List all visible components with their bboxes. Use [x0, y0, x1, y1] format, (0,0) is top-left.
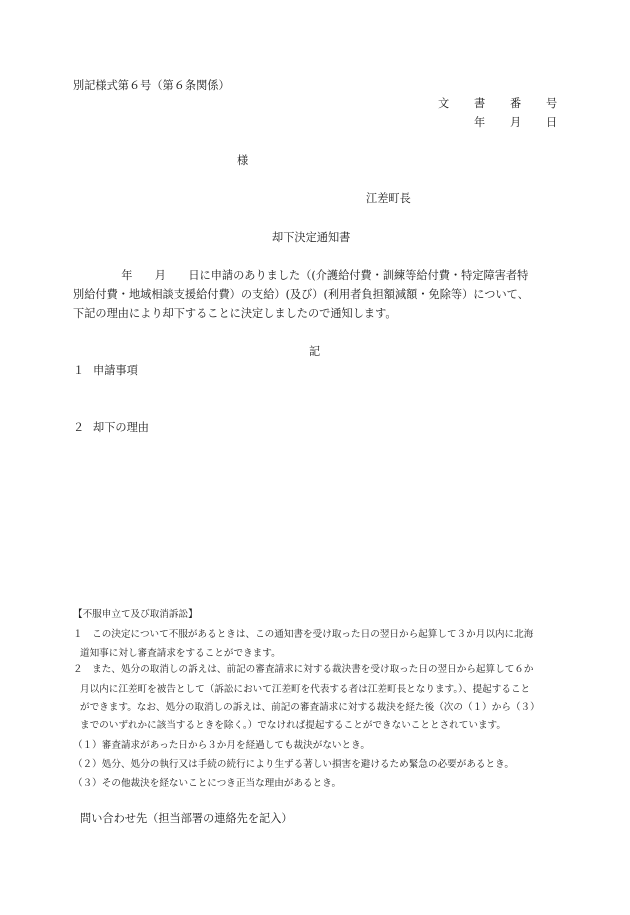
form-label: 別記様式第６号（第６条関係） — [73, 79, 230, 92]
appeal-exception-1: （１）審査請求があった日から３か月を経過しても裁決がないとき。 — [73, 740, 370, 751]
item-1-number: １ — [73, 364, 85, 377]
appeal-heading: 【不服申立て及び取消訴訟】 — [73, 609, 198, 620]
doc-number-char: 番 — [510, 97, 522, 110]
addressee-suffix: 様 — [237, 154, 249, 167]
doc-number-char: 書 — [474, 97, 486, 110]
appeal-p1-line1: １ この決定について不服があるときは、この通知書を受け取った日の翌日から起算して３か月以内に北海 — [73, 629, 534, 640]
document-title: 却下決定通知書 — [272, 231, 351, 244]
body-line-3: 下記の理由により却下することに決定しましたので通知します。 — [73, 307, 397, 320]
body-line-1: 年 月 日に申請のありました（(介護給付費・訓練等給付費・特定障害者特 — [110, 269, 529, 282]
appeal-p2-line1: ２ また、処分の取消しの訴えは、前記の審査請求に対する裁決書を受け取った日の翌日から起算して６か — [73, 664, 534, 675]
date-day: 日 — [546, 116, 558, 129]
item-1-label: 申請事項 — [93, 364, 138, 377]
appeal-p2-line2: 月以内に江差町を被告として（訴訟において江差町を代表する者は江差町長となります。）、提起すること — [80, 684, 531, 695]
body-line-2: 別給付費・地域相談支援給付費）の支給）(及び）(利用者負担額減額・免除等）について、 — [73, 288, 529, 301]
date-year: 年 — [474, 116, 486, 129]
appeal-exception-2: （２）処分、処分の執行又は手続の続行により生ずる著しい損害を避けるため緊急の必要があるとき。 — [73, 759, 514, 770]
appeal-p1-line2: 道知事に対し審査請求をすることができます。 — [80, 648, 281, 659]
ki-heading: 記 — [309, 345, 321, 358]
item-2-number: ２ — [73, 421, 85, 434]
doc-number — [438, 98, 557, 109]
date-line — [474, 117, 557, 128]
contact-line: 問い合わせ先（担当部署の連絡先を記入） — [80, 812, 293, 825]
item-2-label: 却下の理由 — [93, 421, 149, 434]
sender: 江差町長 — [366, 192, 411, 205]
item-1 — [73, 365, 138, 376]
appeal-p2-line3: ができます。なお、処分の取消しの訴えは、前記の審査請求に対する裁決を経た後（次の（１）から（３） — [80, 702, 540, 713]
doc-number-char: 号 — [546, 97, 558, 110]
appeal-p2-line4: までのいずれかに該当するときを除く。）でなければ提起することができないこととされています。 — [80, 720, 506, 731]
appeal-exception-3: （３）その他裁決を経ないことにつき正当な理由があるとき。 — [73, 778, 342, 789]
doc-number-char: 文 — [438, 97, 450, 110]
date-month: 月 — [510, 116, 522, 129]
item-2 — [73, 422, 149, 433]
